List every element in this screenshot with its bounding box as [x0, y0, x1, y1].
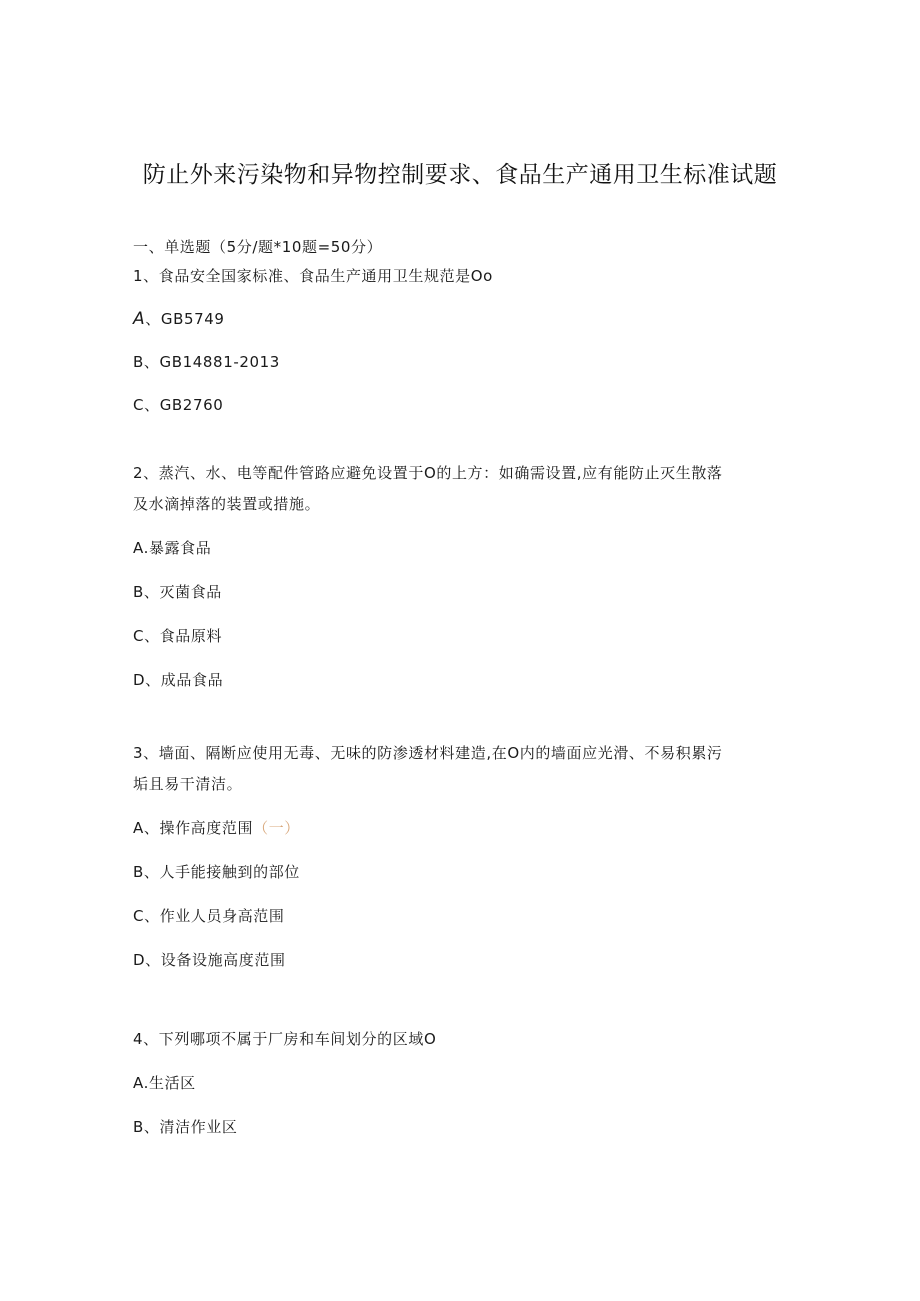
question-3-option-d[interactable]	[133, 949, 286, 970]
section-heading: 一、单选题（5分/题*10题=50分）	[133, 238, 383, 256]
option-letter: A	[133, 1074, 144, 1092]
option-separator: 、	[145, 310, 161, 328]
question-1-option-c[interactable]	[133, 394, 223, 415]
option-separator: 、	[145, 671, 161, 689]
question-3-option-b[interactable]	[133, 861, 300, 882]
option-text: 灭菌食品	[159, 583, 222, 601]
option-separator: 、	[143, 583, 160, 601]
question-4-text: 4、下列哪项不属于厂房和车间划分的区域O	[133, 1030, 437, 1048]
option-text: 作业人员身高范围	[159, 907, 285, 925]
option-separator: .	[143, 1074, 149, 1092]
option-text: 人手能接触到的部位	[159, 863, 300, 881]
question-2-option-c[interactable]	[133, 625, 222, 646]
option-separator: 、	[143, 1118, 160, 1136]
option-separator: 、	[143, 819, 160, 837]
question-3-text-line-2: 垢且易干清洁。	[133, 775, 243, 793]
question-4-option-b[interactable]	[133, 1116, 238, 1137]
option-letter: C	[133, 396, 145, 414]
option-separator: 、	[144, 907, 160, 925]
option-text: 暴露食品	[148, 539, 212, 557]
option-text: 成品食品	[160, 671, 224, 689]
option-text: 清洁作业区	[159, 1118, 238, 1136]
question-1-option-a[interactable]	[133, 308, 225, 329]
option-separator: 、	[144, 627, 160, 645]
option-text: GB2760	[159, 396, 224, 414]
option-letter: B	[133, 1118, 144, 1136]
option-text: 生活区	[148, 1074, 196, 1092]
option-separator: 、	[145, 951, 161, 969]
option-letter: A	[133, 539, 144, 557]
question-3-option-a[interactable]	[133, 817, 300, 838]
option-letter: B	[133, 583, 144, 601]
option-letter: A	[133, 819, 144, 837]
question-1-option-b[interactable]	[133, 351, 280, 372]
question-1-text: 1、食品安全国家标准、食品生产通用卫生规范是Oo	[133, 267, 493, 285]
document-title: 防止外来污染物和异物控制要求、食品生产通用卫生标准试题	[142, 162, 778, 188]
question-2-option-b[interactable]	[133, 581, 222, 602]
option-letter: D	[133, 671, 146, 689]
option-letter: B	[133, 863, 144, 881]
option-separator: 、	[143, 353, 160, 371]
option-text: GB5749	[160, 310, 225, 328]
option-letter: C	[133, 907, 145, 925]
question-2-option-d[interactable]	[133, 669, 223, 690]
option-letter: A	[133, 309, 146, 329]
option-text: 操作高度范围	[159, 819, 254, 837]
option-letter: D	[133, 951, 146, 969]
option-separator: 、	[144, 396, 160, 414]
question-3-option-c[interactable]	[133, 905, 285, 926]
option-letter: C	[133, 627, 145, 645]
question-2-text-line-1: 2、蒸汽、水、电等配件管路应避免设置于O的上方：如确需设置,应有能防止灭生散落	[133, 464, 723, 482]
option-text: GB14881-2013	[159, 353, 280, 371]
question-3-text-line-1: 3、墙面、隔断应使用无毒、无味的防渗透材料建造,在O内的墙面应光滑、不易积累污	[133, 744, 723, 762]
question-2-option-a[interactable]	[133, 537, 211, 558]
answer-blank-parenthesis: （一）	[253, 819, 300, 837]
option-text: 设备设施高度范围	[160, 951, 286, 969]
option-text: 食品原料	[159, 627, 223, 645]
question-2-text-line-2: 及水滴掉落的装置或措施。	[133, 495, 321, 513]
option-separator: 、	[143, 863, 160, 881]
question-4-option-a[interactable]	[133, 1072, 196, 1093]
option-separator: .	[143, 539, 149, 557]
option-letter: B	[133, 353, 144, 371]
